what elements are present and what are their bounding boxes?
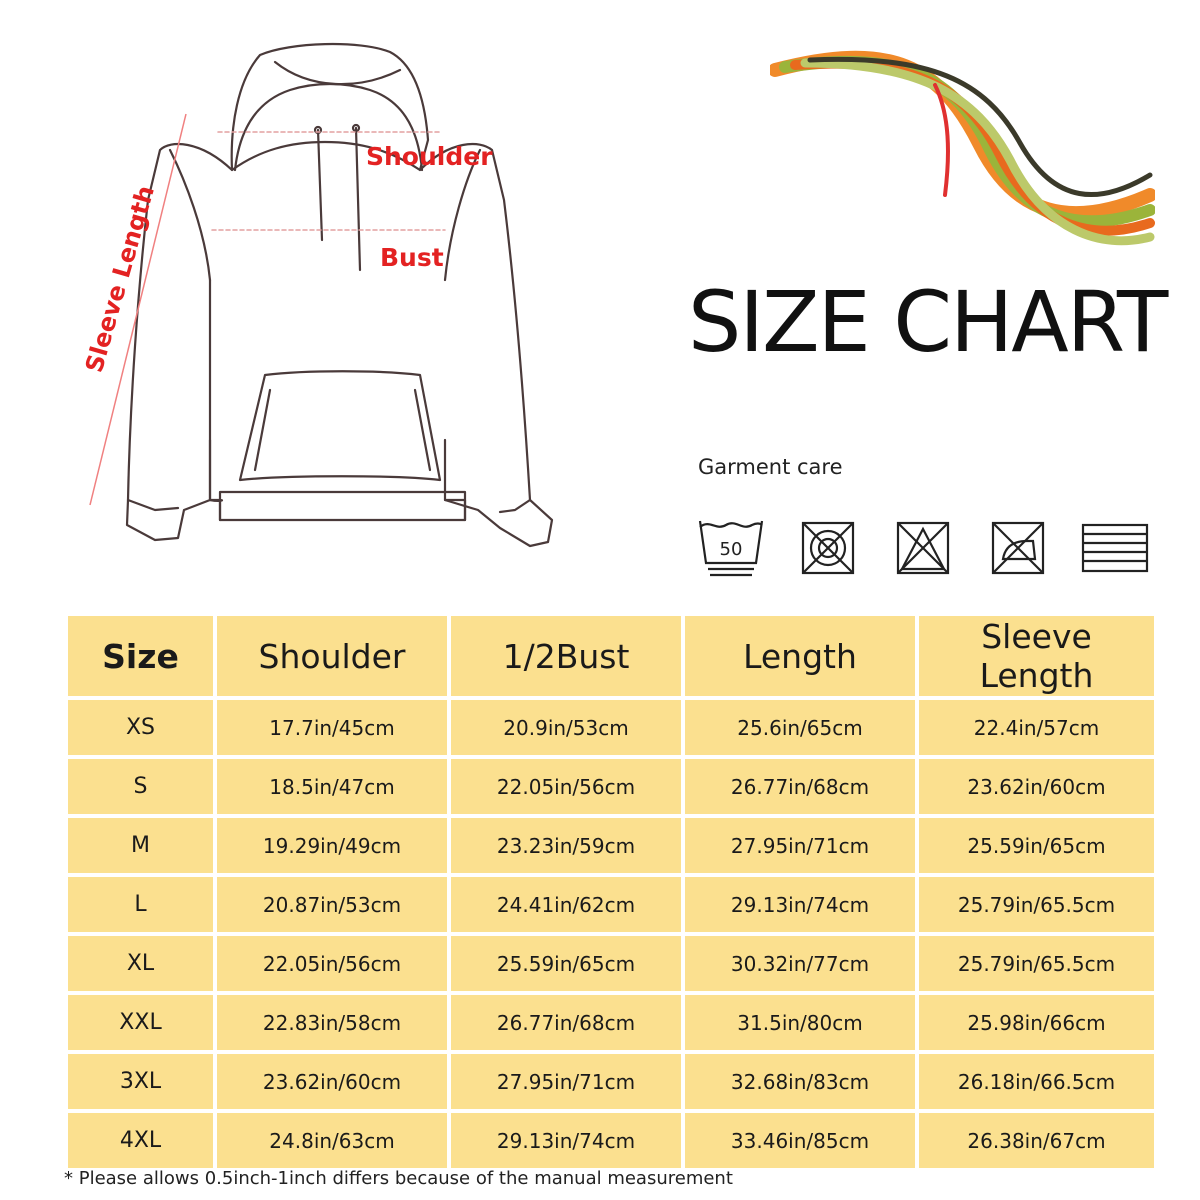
size-cell: 4XL xyxy=(68,1113,213,1168)
table-row xyxy=(68,700,1154,755)
measurement-cell: 20.87in/53cm xyxy=(217,877,447,932)
table-row xyxy=(68,1113,1154,1168)
do-not-bleach-icon xyxy=(898,523,948,573)
garment-care-icons xyxy=(698,515,1153,580)
measurement-cell: 23.62in/60cm xyxy=(919,759,1154,814)
column-header: Length xyxy=(685,616,915,696)
measurement-cell: 30.32in/77cm xyxy=(685,936,915,991)
table-row xyxy=(68,936,1154,991)
column-header: Size xyxy=(68,616,213,696)
page-title: SIZE CHART xyxy=(688,273,1167,371)
size-cell: L xyxy=(68,877,213,932)
hoodie-outline-icon xyxy=(60,30,580,560)
table-body xyxy=(68,700,1154,1168)
measurement-cell: 22.4in/57cm xyxy=(919,700,1154,755)
table-row xyxy=(68,877,1154,932)
column-header: 1/2Bust xyxy=(451,616,681,696)
do-not-iron-icon xyxy=(993,523,1043,573)
size-cell: S xyxy=(68,759,213,814)
measurement-cell: 17.7in/45cm xyxy=(217,700,447,755)
size-table xyxy=(64,612,1158,1172)
measurement-cell: 23.23in/59cm xyxy=(451,818,681,873)
measurement-cell: 29.13in/74cm xyxy=(685,877,915,932)
size-cell: XXL xyxy=(68,995,213,1050)
size-cell: 3XL xyxy=(68,1054,213,1109)
measurement-cell: 24.41in/62cm xyxy=(451,877,681,932)
table-row xyxy=(68,1054,1154,1109)
bust-label: Bust xyxy=(380,243,444,272)
measurement-cell: 19.29in/49cm xyxy=(217,818,447,873)
sleeve-length-label: Sleeve Length xyxy=(79,182,161,376)
measurement-cell: 22.83in/58cm xyxy=(217,995,447,1050)
measurement-cell: 25.79in/65.5cm xyxy=(919,936,1154,991)
measurement-cell: 27.95in/71cm xyxy=(685,818,915,873)
measurement-cell: 32.68in/83cm xyxy=(685,1054,915,1109)
measurement-cell: 26.77in/68cm xyxy=(451,995,681,1050)
measurement-cell: 31.5in/80cm xyxy=(685,995,915,1050)
do-not-tumble-dry-icon xyxy=(803,523,853,573)
measurement-cell: 25.59in/65cm xyxy=(919,818,1154,873)
garment-care-title: Garment care xyxy=(698,455,843,479)
size-cell: M xyxy=(68,818,213,873)
table-row xyxy=(68,995,1154,1050)
measurement-cell: 22.05in/56cm xyxy=(217,936,447,991)
column-header: Shoulder xyxy=(217,616,447,696)
measurement-cell: 26.18in/66.5cm xyxy=(919,1054,1154,1109)
measurement-cell: 26.77in/68cm xyxy=(685,759,915,814)
size-cell: XS xyxy=(68,700,213,755)
table-row xyxy=(68,818,1154,873)
shoulder-label: Shoulder xyxy=(366,142,493,171)
measurement-cell: 18.5in/47cm xyxy=(217,759,447,814)
svg-text:50: 50 xyxy=(719,539,743,560)
table-row xyxy=(68,759,1154,814)
table-header-row xyxy=(68,616,1154,696)
measurement-cell: 25.98in/66cm xyxy=(919,995,1154,1050)
measurement-cell: 25.6in/65cm xyxy=(685,700,915,755)
measurement-cell: 24.8in/63cm xyxy=(217,1113,447,1168)
measurement-cell: 25.59in/65cm xyxy=(451,936,681,991)
measurement-cell: 29.13in/74cm xyxy=(451,1113,681,1168)
measurement-cell: 27.95in/71cm xyxy=(451,1054,681,1109)
flat-dry-icon xyxy=(1083,525,1147,571)
footnote: * Please allows 0.5inch-1inch differs because of the manual measurement xyxy=(64,1168,733,1189)
measurement-cell: 22.05in/56cm xyxy=(451,759,681,814)
measurement-cell: 20.9in/53cm xyxy=(451,700,681,755)
measurement-cell: 33.46in/85cm xyxy=(685,1113,915,1168)
wash-50-icon xyxy=(700,521,762,575)
measurement-cell: 26.38in/67cm xyxy=(919,1113,1154,1168)
measurement-cell: 25.79in/65.5cm xyxy=(919,877,1154,932)
decorative-swoosh-icon xyxy=(770,45,1155,255)
measurement-cell: 23.62in/60cm xyxy=(217,1054,447,1109)
size-cell: XL xyxy=(68,936,213,991)
column-header: Sleeve Length xyxy=(919,616,1154,696)
